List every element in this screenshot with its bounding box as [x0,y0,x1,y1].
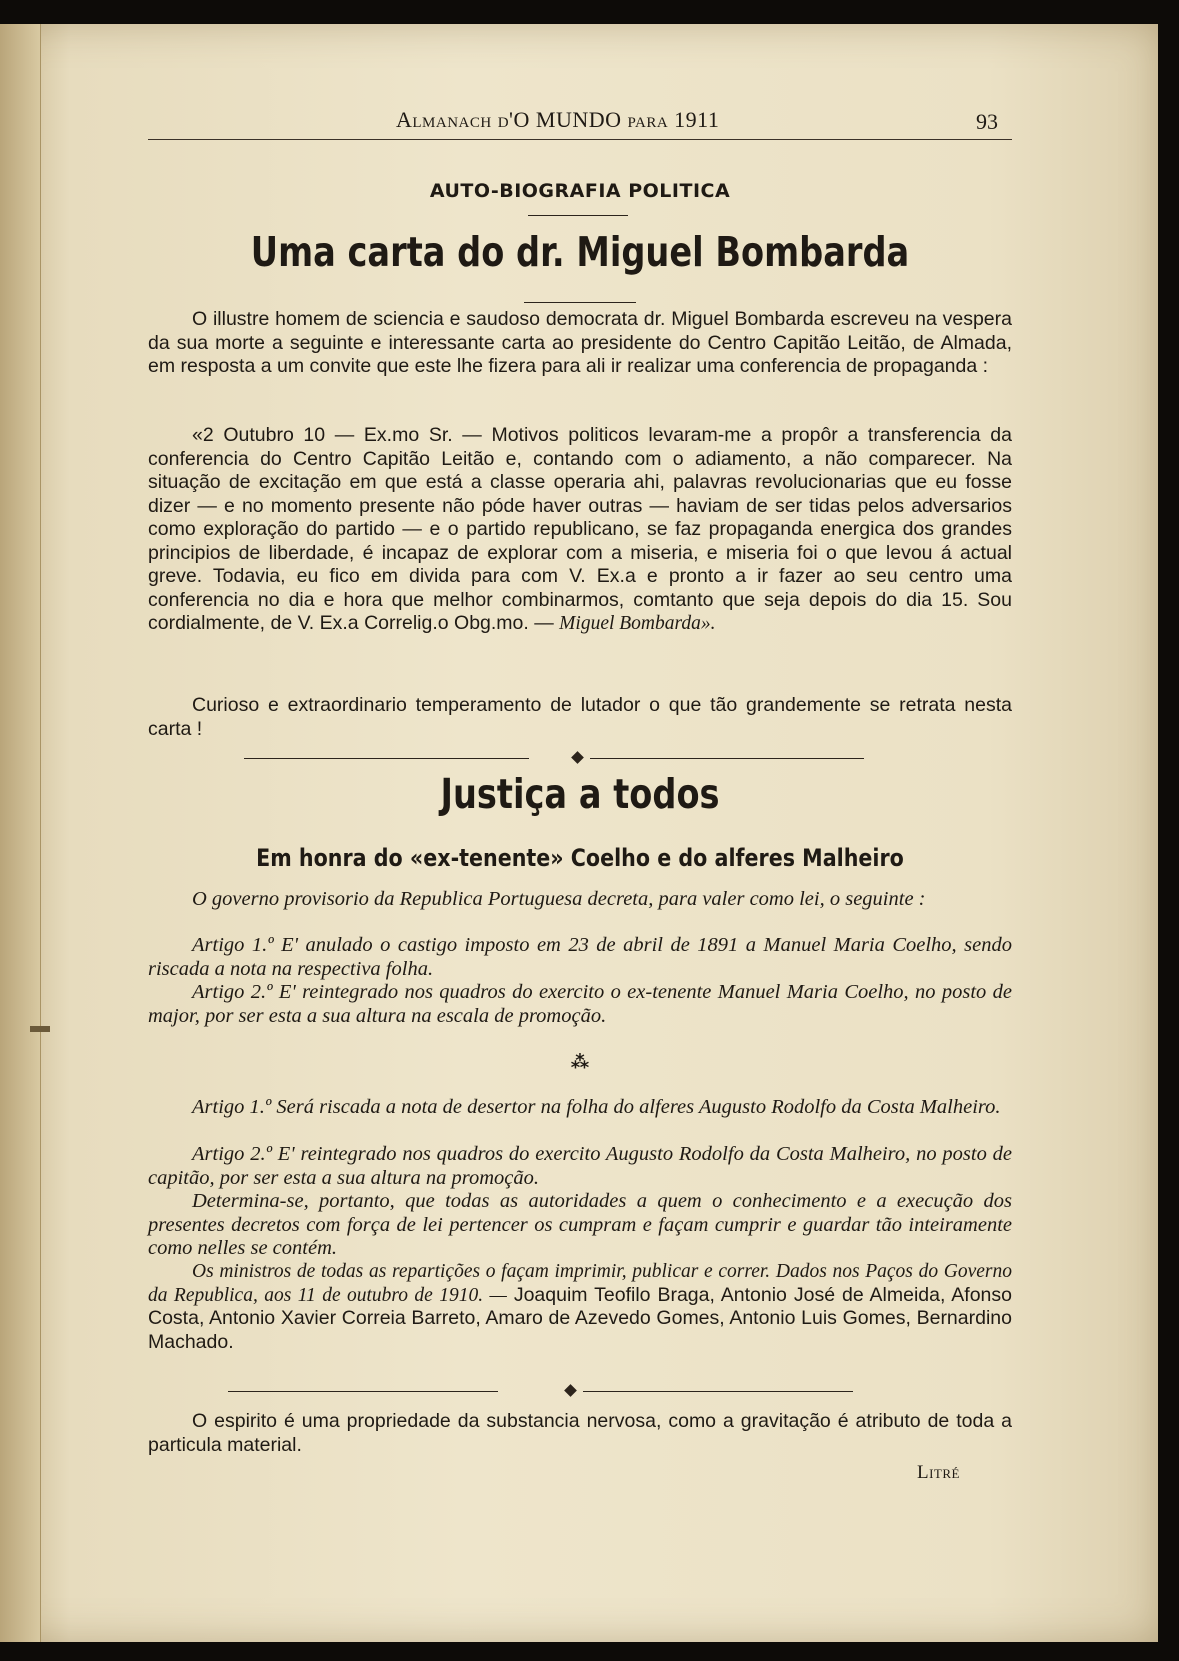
page-gutter [0,24,41,1642]
article-intro: O illustre homem de sciencia e saudoso democrata dr. Miguel Bombarda escreveu na vespera da sua morte a seguinte e interessante carta ao presidente do Centro Capitão Leitão, de Almada, em resposta a um convite que este lhe fizera para ali ir realizar uma conferencia de propaganda : [148,308,1012,377]
decree2-article-1: Artigo 1.º Será riscada a nota de desertor na folha do alferes Augusto Rodolfo da Costa Malheiro. [192,1096,1001,1118]
article2-headline: Justiça a todos [440,770,720,818]
article-kicker: AUTO-BIOGRAFIA POLITICA [429,180,731,202]
decree-article-2: Artigo 2.º E' reintegrado nos quadros do exercito o ex-tenente Manuel Maria Coelho, no posto de major, por ser esta a sua altura na escala de promoção. [148,981,1012,1027]
binding-mark [30,1026,50,1032]
decree-article-1: Artigo 1.º E' anulado o castigo imposto em 23 de abril de 1891 a Manuel Maria Coelho, sendo riscada a nota na respectiva folha. [148,934,1012,980]
running-head-title: Almanach d'O MUNDO para 1911 [396,107,720,132]
decree-preamble: O governo provisorio da Republica Portuguesa decreta, para valer como lei, o seguinte : [192,888,926,910]
decree2-article-2: Artigo 2.º E' reintegrado nos quadros do exercito Augusto Rodolfo da Costa Malheiro, no posto de capitão, por ser esta a sua altura na promoção. [148,1143,1012,1189]
kicker-rule [528,215,628,216]
running-head [148,105,1012,140]
signatory-names: Joaquim Teofilo Braga, Antonio José de Almeida, Afonso Costa, Antonio Xavier Correia Barreto, Amaro de Azevedo Gomes, Antonio Luis Gomes, Bernardino Machado. [148,1283,1012,1353]
decree-signatories [148,1260,1012,1354]
page-number: 93 [976,109,998,134]
letter-body [148,424,1012,636]
quote-author: Litré [917,1462,960,1483]
section-divider [148,751,1012,765]
letter-signature: Miguel Bombarda». [559,613,716,634]
asterism: ⁂ [570,1052,590,1073]
decree-enforcement: Determina-se, portanto, que todas as autoridades a quem o conhecimento e a execução dos presentes decretos com força de lei pertencer os cumpram e façam cumprir e guardar tão inteiramente como nelles se contém. [148,1190,1012,1259]
letter-text: «2 Outubro 10 — Ex.mo Sr. — Motivos politicos levaram-me a propôr a transferencia da conferencia do Centro Capitão Leitão e, contando com o adiamento, a não comparecer. Na situação de excitação em que está a classe operaria ahi, palavras revolucionarias que eu fosse dizer — e no momento presente não póde haver outras — haviam de ser tidas pelos adversarios como exploração do partido — e o partido republicano, se faz propaganda energica dos grandes principios de liberdade, é incapaz de explorar com a miseria, e miseria foi o que levou á actual greve. Todavia, eu fico em divida para com V. Ex.a e pronto a ir fazer ao seu centro uma conferencia no dia e hora que melhor combinarmos, comtanto que seja depois do dia 15. Sou cordialmente, de V. Ex.a Correlig.o Obg.mo. — [148,424,1012,634]
article-closing: Curioso e extraordinario temperamento de lutador o que tão grandemente se retrata nesta carta ! [148,694,1012,740]
article-headline: Uma carta do dr. Miguel Bombarda [250,228,910,276]
section-divider-2 [148,1384,1012,1398]
decree-closing: Os ministros de todas as repartições o façam imprimir, publicar e correr. Dados nos Paços do Governo da Republica, aos 11 de outubro de 1910. — [148,1261,1012,1306]
page-edge [1158,24,1179,1642]
quote-text: O espirito é uma propriedade da substancia nervosa, como a gravitação é atributo de toda a particula material. [148,1410,1012,1456]
headline-rule [524,302,636,303]
article2-subhead: Em honra do «ex-tenente» Coelho e do alferes Malheiro [256,844,904,872]
